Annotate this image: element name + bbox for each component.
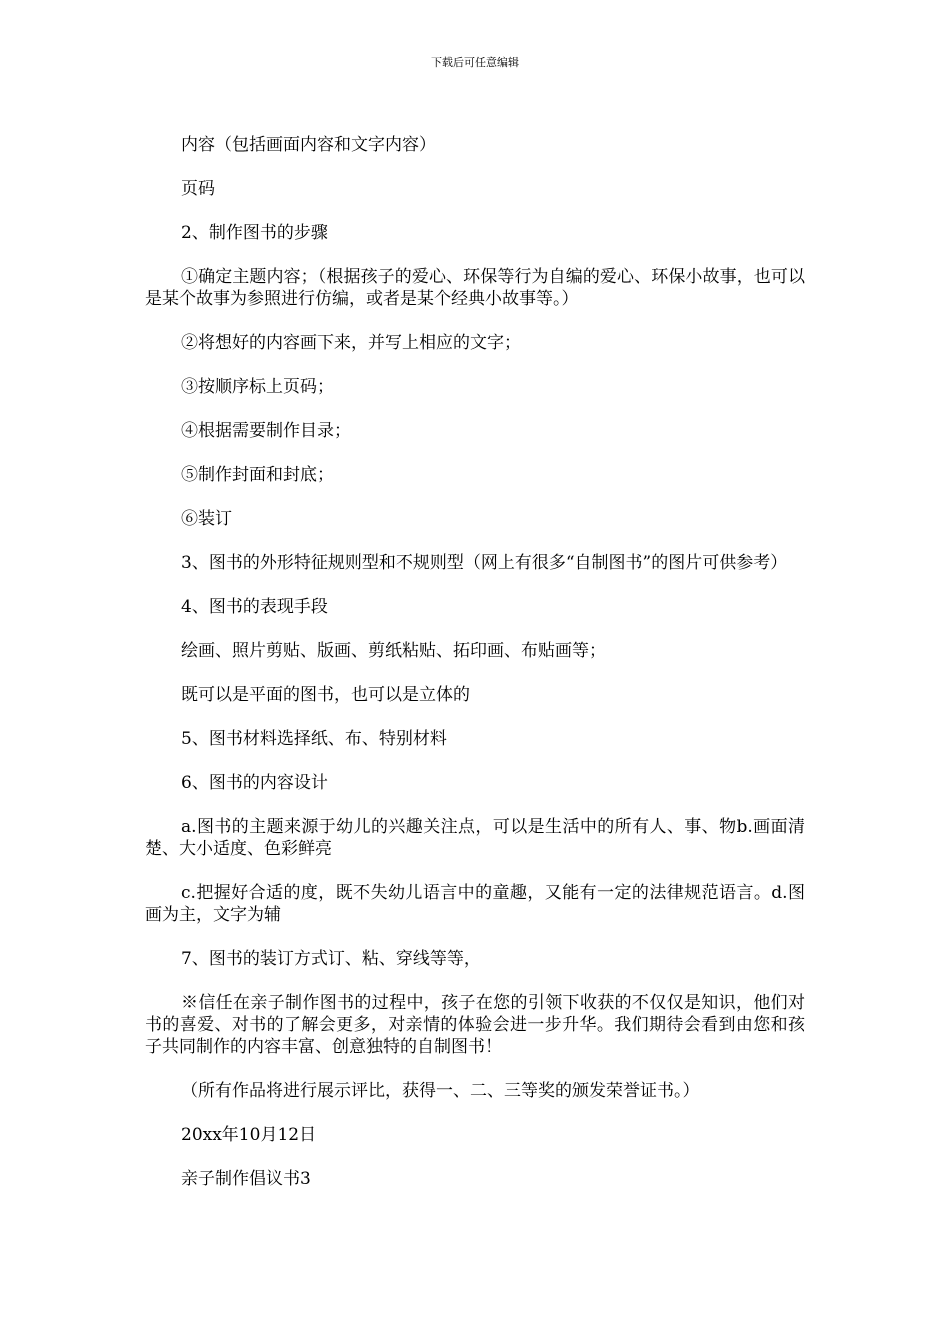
paragraph-step-1: ①确定主题内容；（根据孩子的爱心、环保等行为自编的爱心、环保小故事，也可以是某个故事为参照进行仿编，或者是某个经典小故事等。） xyxy=(145,267,805,309)
paragraph-means-list: 绘画、照片剪贴、版画、剪纸粘贴、拓印画、布贴画等； xyxy=(181,641,606,661)
paragraph-step-4: ④根据需要制作目录； xyxy=(181,421,351,441)
paragraph-design-a-b: a.图书的主题来源于幼儿的兴趣关注点，可以是生活中的所有人、事、物b.画面清楚、大小适度、色彩鲜亮 xyxy=(145,817,805,859)
document-body xyxy=(145,124,805,1190)
paragraph-page-number: 页码 xyxy=(181,179,215,199)
paragraph-materials: 5、图书材料选择纸、布、特别材料 xyxy=(181,729,447,749)
paragraph-date: 20xx年10月12日 xyxy=(181,1125,317,1145)
paragraph-next-title: 亲子制作倡议书3 xyxy=(181,1169,311,1189)
paragraph-step-5: ⑤制作封面和封底； xyxy=(181,465,334,485)
page-header: 下载后可任意编辑 xyxy=(431,56,519,69)
paragraph-design-c-d: c.把握好合适的度，既不失幼儿语言中的童趣，又能有一定的法律规范语言。d.图画为主，文字为辅 xyxy=(145,883,805,925)
paragraph-step-2: ②将想好的内容画下来，并写上相应的文字； xyxy=(181,333,521,353)
paragraph-step-6: ⑥装订 xyxy=(181,509,232,529)
paragraph-design-heading: 6、图书的内容设计 xyxy=(181,773,328,793)
paragraph-note: ※信任在亲子制作图书的过程中，孩子在您的引领下收获的不仅仅是知识，他们对书的喜爱、对书的了解会更多，对亲情的体验会进一步升华。我们期待会看到由您和孩子共同制作的内容丰富、创意独特的自制图书！ xyxy=(145,993,805,1057)
paragraph-awards: （所有作品将进行展示评比，获得一、二、三等奖的颁发荣誉证书。） xyxy=(181,1081,700,1101)
paragraph-step-3: ③按顺序标上页码； xyxy=(181,377,334,397)
paragraph-binding: 7、图书的装订方式订、粘、穿线等等， xyxy=(181,949,481,969)
paragraph-shape: 3、图书的外形特征规则型和不规则型（网上有很多“自制图书”的图片可供参考） xyxy=(181,553,788,573)
paragraph-means-form: 既可以是平面的图书，也可以是立体的 xyxy=(181,685,470,705)
paragraph-step-heading: 2、制作图书的步骤 xyxy=(181,223,328,243)
paragraph-content: 内容（包括画面内容和文字内容） xyxy=(181,135,436,155)
paragraph-means-heading: 4、图书的表现手段 xyxy=(181,597,328,617)
